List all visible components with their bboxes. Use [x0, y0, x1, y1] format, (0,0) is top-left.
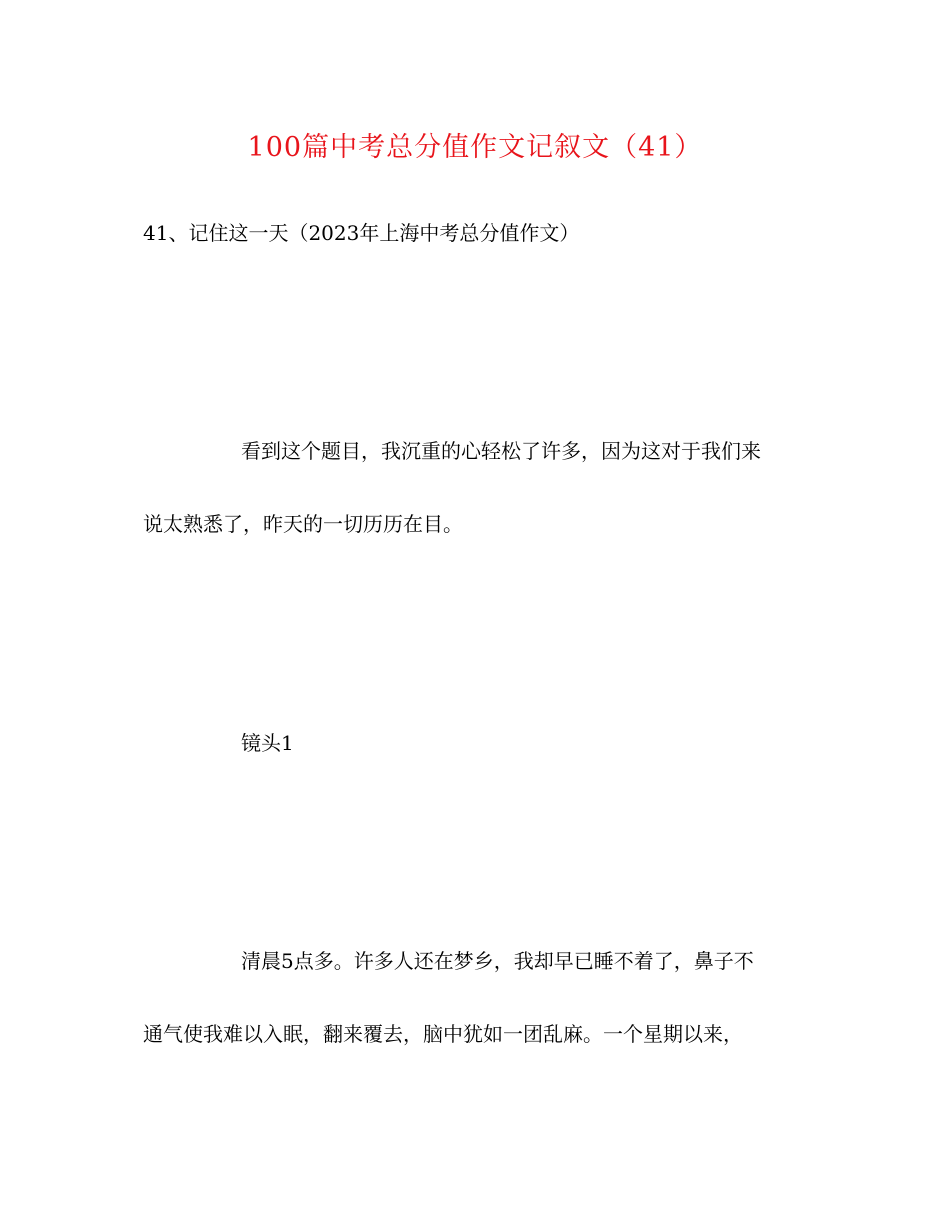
- paragraph-1-line-2: 说太熟悉了，昨天的一切历历在目。: [143, 512, 463, 536]
- paragraph-3-line-2: 通气使我难以入眠，翻来覆去，脑中犹如一团乱麻。一个星期以来，: [143, 1022, 743, 1046]
- page-title: 100篇中考总分值作文记叙文（41）: [247, 132, 703, 163]
- essay-subtitle: 41、记住这一天（2023年上海中考总分值作文）: [143, 221, 580, 245]
- section-heading: 镜头1: [241, 731, 294, 755]
- paragraph-3-line-1: 清晨5点多。许多人还在梦乡，我却早已睡不着了，鼻子不: [241, 949, 754, 973]
- paragraph-1-line-1: 看到这个题目，我沉重的心轻松了许多，因为这对于我们来: [241, 439, 761, 463]
